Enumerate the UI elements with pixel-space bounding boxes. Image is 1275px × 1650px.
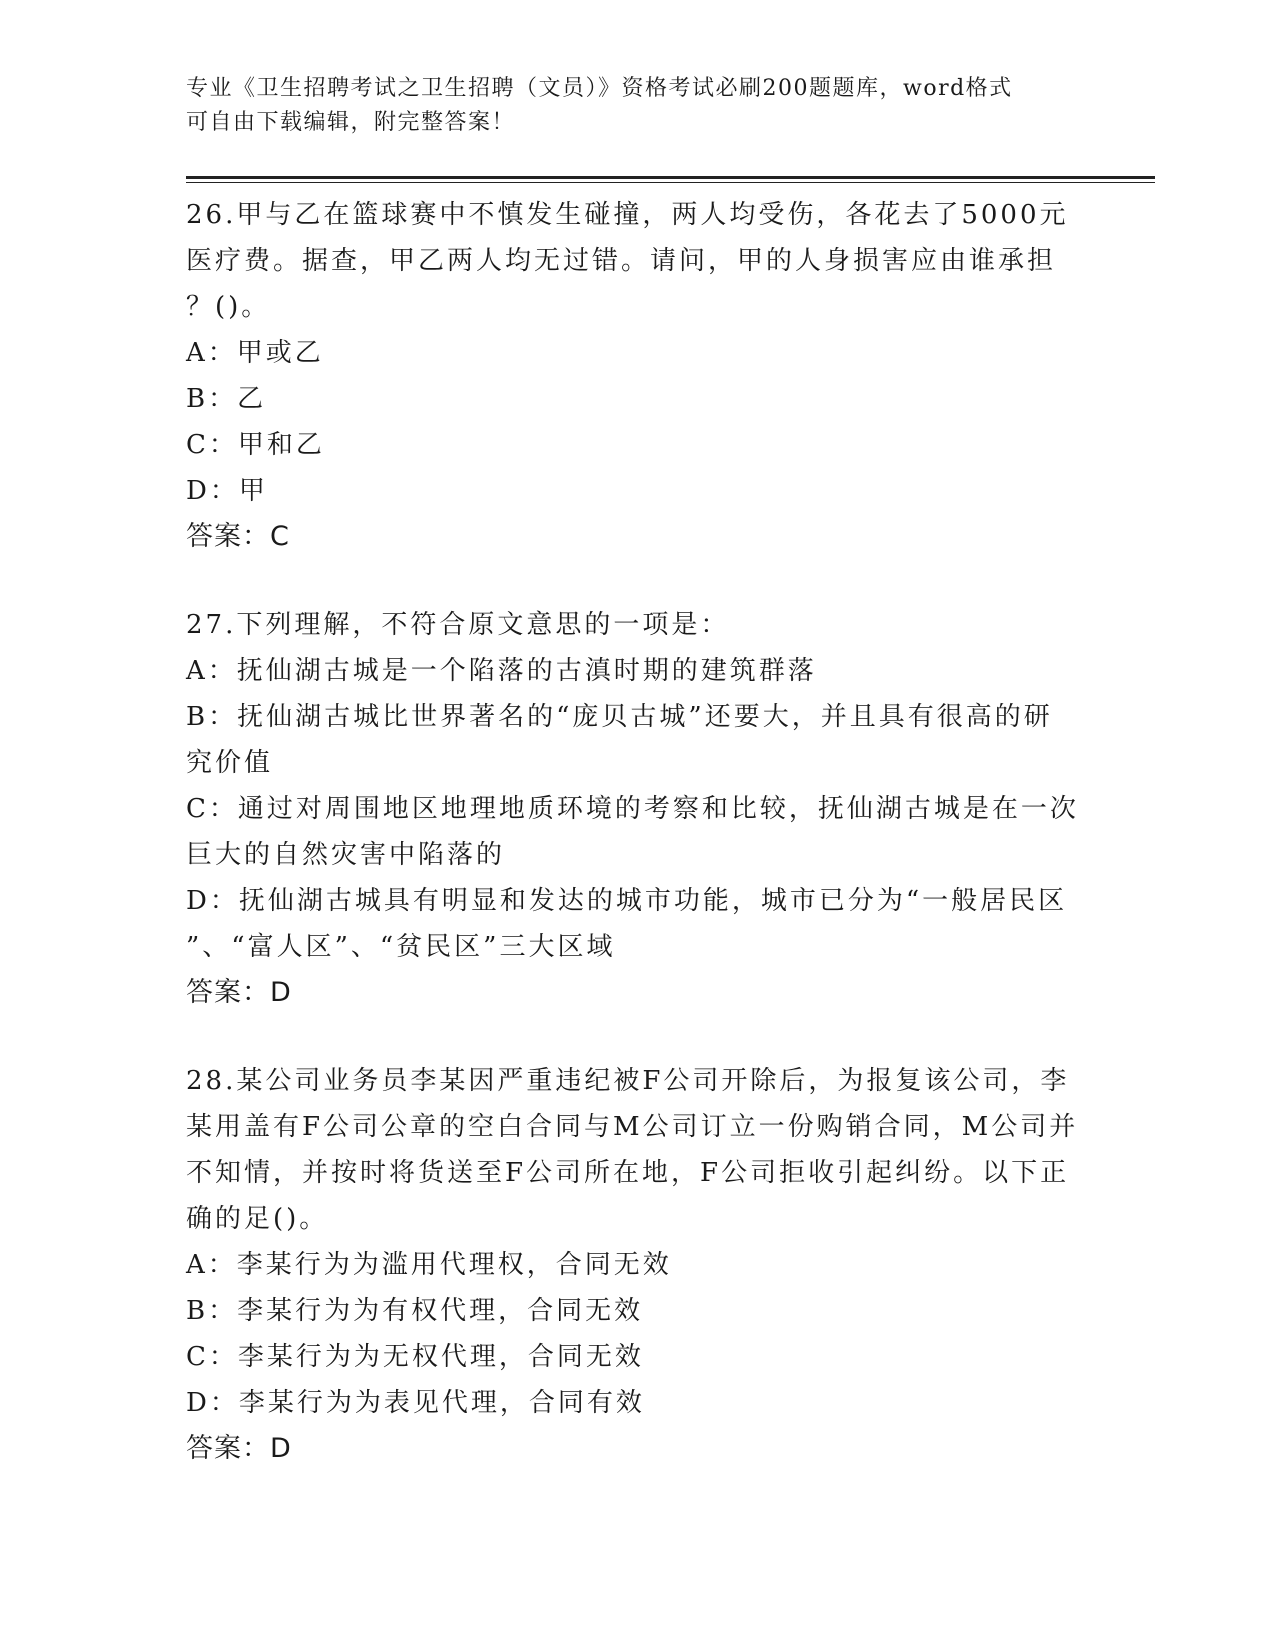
option-b: B：抚仙湖古城比世界著名的“庞贝古城”还要大，并且具有很高的研 (186, 702, 1053, 732)
question-27 (186, 602, 1086, 1016)
question-spacer (186, 560, 1086, 602)
question-stem-line: 不知情，并按时将货送至F公司所在地，F公司拒收引起纠纷。以下正 (186, 1158, 1070, 1188)
option-c: C：李某行为为无权代理，合同无效 (186, 1342, 644, 1372)
header-line-2: 可自由下载编辑，附完整答案！ (186, 110, 516, 135)
option-b: B：李某行为为有权代理，合同无效 (186, 1296, 644, 1326)
option-d: D：李某行为为表见代理，合同有效 (186, 1388, 645, 1418)
option-c-continued: 巨大的自然灾害中陷落的 (186, 840, 506, 870)
question-list (186, 192, 1086, 1472)
option-c: C：通过对周围地区地理地质环境的考察和比较，抚仙湖古城是在一次 (186, 794, 1079, 824)
question-stem-line: 某用盖有F公司公章的空白合同与M公司订立一份购销合同，M公司并 (186, 1112, 1079, 1142)
answer-line: 答案：D (186, 1433, 292, 1464)
header-line-1: 专业《卫生招聘考试之卫生招聘（文员）》资格考试必刷200题题库，word格式 (186, 76, 1013, 101)
option-b: B：乙 (186, 384, 267, 414)
question-spacer (186, 1016, 1086, 1058)
question-stem-line: ？()。 (186, 292, 271, 322)
option-d: D：抚仙湖古城具有明显和发达的城市功能，城市已分为“一般居民区 (186, 886, 1068, 916)
answer-line: 答案：D (186, 977, 292, 1008)
option-c: C：甲和乙 (186, 430, 325, 460)
header-divider-thin (186, 182, 1155, 183)
option-d-continued: ”、“富人区”、“贫民区”三大区域 (186, 932, 616, 962)
answer-line: 答案：C (186, 521, 290, 552)
option-a: A：抚仙湖古城是一个陷落的古滇时期的建筑群落 (186, 656, 817, 686)
header-divider-thick (186, 176, 1155, 179)
question-26 (186, 192, 1086, 560)
option-b-continued: 究价值 (186, 748, 274, 778)
option-a: A：甲或乙 (186, 338, 324, 368)
question-stem-line: 确的足()。 (186, 1204, 329, 1234)
option-d: D：甲 (186, 476, 268, 506)
option-a: A：李某行为为滥用代理权，合同无效 (186, 1250, 672, 1280)
question-28 (186, 1058, 1086, 1472)
question-stem-line: 医疗费。据查，甲乙两人均无过错。请问，甲的人身损害应由谁承担 (186, 246, 1057, 276)
question-stem-line: 27.下列理解，不符合原文意思的一项是： (186, 610, 730, 640)
question-stem-line: 28.某公司业务员李某因严重违纪被F公司开除后，为报复该公司，李 (186, 1066, 1070, 1096)
question-stem-line: 26.甲与乙在篮球赛中不慎发生碰撞，两人均受伤，各花去了5000元 (186, 200, 1069, 230)
document-header (186, 72, 1066, 140)
